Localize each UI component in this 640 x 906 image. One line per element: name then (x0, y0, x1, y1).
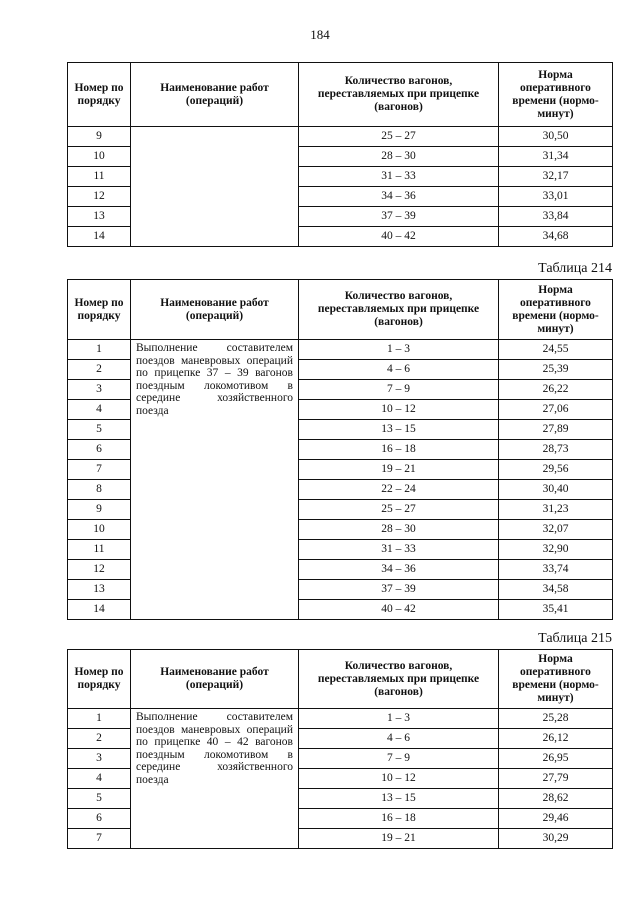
row-number: 4 (68, 400, 131, 420)
norms-table-continued (67, 62, 613, 247)
row-wagon-range: 34 – 36 (299, 187, 499, 207)
row-number: 5 (68, 789, 131, 809)
page-number: 184 (310, 27, 330, 42)
row-wagon-range: 13 – 15 (299, 420, 499, 440)
row-norm: 33,74 (499, 560, 613, 580)
row-norm: 32,17 (499, 167, 613, 187)
table-body (68, 340, 613, 620)
row-norm: 28,73 (499, 440, 613, 460)
row-number: 1 (68, 340, 131, 360)
row-number: 10 (68, 147, 131, 167)
table-row (68, 127, 613, 147)
row-norm: 26,22 (499, 380, 613, 400)
row-norm: 31,34 (499, 147, 613, 167)
header-work-name: Наименование работ (операций) (131, 650, 299, 709)
table-header-row (68, 650, 613, 709)
row-norm: 29,56 (499, 460, 613, 480)
norms-table-215 (67, 649, 613, 849)
row-number: 9 (68, 500, 131, 520)
row-wagon-range: 22 – 24 (299, 480, 499, 500)
row-wagon-range: 19 – 21 (299, 460, 499, 480)
row-norm: 30,50 (499, 127, 613, 147)
row-wagon-range: 1 – 3 (299, 709, 499, 729)
row-wagon-range: 4 – 6 (299, 729, 499, 749)
row-wagon-range: 40 – 42 (299, 227, 499, 247)
row-norm: 25,28 (499, 709, 613, 729)
table-row (68, 340, 613, 360)
row-number: 1 (68, 709, 131, 729)
header-norm-time: Норма оперативного времени (нормо-минут) (499, 280, 613, 340)
row-norm: 25,39 (499, 360, 613, 380)
row-norm: 34,68 (499, 227, 613, 247)
row-wagon-range: 28 – 30 (299, 147, 499, 167)
row-wagon-range: 16 – 18 (299, 809, 499, 829)
row-norm: 35,41 (499, 600, 613, 620)
row-number: 13 (68, 580, 131, 600)
header-wagon-count: Количество вагонов, переставляемых при прицепке (вагонов) (299, 650, 499, 709)
row-wagon-range: 37 – 39 (299, 207, 499, 227)
row-number: 8 (68, 480, 131, 500)
row-wagon-range: 13 – 15 (299, 789, 499, 809)
row-number: 11 (68, 167, 131, 187)
row-norm: 27,89 (499, 420, 613, 440)
row-norm: 33,84 (499, 207, 613, 227)
header-wagon-count: Количество вагонов, переставляемых при прицепке (вагонов) (299, 63, 499, 127)
row-norm: 26,95 (499, 749, 613, 769)
row-wagon-range: 7 – 9 (299, 749, 499, 769)
row-number: 6 (68, 809, 131, 829)
row-number: 13 (68, 207, 131, 227)
row-wagon-range: 1 – 3 (299, 340, 499, 360)
row-number: 12 (68, 560, 131, 580)
row-wagon-range: 31 – 33 (299, 540, 499, 560)
operation-description (131, 127, 299, 247)
row-norm: 30,29 (499, 829, 613, 849)
row-norm: 30,40 (499, 480, 613, 500)
row-number: 11 (68, 540, 131, 560)
norms-table-214 (67, 279, 613, 620)
table-header-row (68, 63, 613, 127)
row-wagon-range: 10 – 12 (299, 400, 499, 420)
row-wagon-range: 37 – 39 (299, 580, 499, 600)
table-caption-214: Таблица 214 (538, 261, 612, 276)
header-work-name: Наименование работ (операций) (131, 280, 299, 340)
header-work-name: Наименование работ (операций) (131, 63, 299, 127)
header-wagon-count: Количество вагонов, переставляемых при прицепке (вагонов) (299, 280, 499, 340)
header-norm-time: Норма оперативного времени (нормо-минут) (499, 63, 613, 127)
row-wagon-range: 28 – 30 (299, 520, 499, 540)
row-number: 14 (68, 227, 131, 247)
row-norm: 31,23 (499, 500, 613, 520)
table-header-row (68, 280, 613, 340)
row-wagon-range: 25 – 27 (299, 500, 499, 520)
header-norm-time: Норма оперативного времени (нормо-минут) (499, 650, 613, 709)
row-wagon-range: 16 – 18 (299, 440, 499, 460)
row-number: 4 (68, 769, 131, 789)
row-number: 10 (68, 520, 131, 540)
row-norm: 33,01 (499, 187, 613, 207)
row-number: 7 (68, 460, 131, 480)
row-norm: 32,90 (499, 540, 613, 560)
table-caption-215: Таблица 215 (538, 631, 612, 646)
table-row (68, 709, 613, 729)
row-number: 5 (68, 420, 131, 440)
row-number: 9 (68, 127, 131, 147)
row-wagon-range: 34 – 36 (299, 560, 499, 580)
row-number: 6 (68, 440, 131, 460)
row-norm: 24,55 (499, 340, 613, 360)
row-number: 7 (68, 829, 131, 849)
row-wagon-range: 4 – 6 (299, 360, 499, 380)
row-wagon-range: 19 – 21 (299, 829, 499, 849)
row-number: 14 (68, 600, 131, 620)
operation-description: Выполнение составителем поездов маневровых операций по прицепке 37 – 39 вагонов поездным локомотивом в середине хозяйственного поезда (131, 340, 299, 620)
row-number: 3 (68, 380, 131, 400)
row-norm: 27,79 (499, 769, 613, 789)
row-wagon-range: 40 – 42 (299, 600, 499, 620)
row-norm: 27,06 (499, 400, 613, 420)
table-body (68, 709, 613, 849)
table-body (68, 127, 613, 247)
header-number: Номер по порядку (68, 63, 131, 127)
row-number: 3 (68, 749, 131, 769)
row-number: 2 (68, 729, 131, 749)
row-norm: 28,62 (499, 789, 613, 809)
row-wagon-range: 10 – 12 (299, 769, 499, 789)
row-norm: 29,46 (499, 809, 613, 829)
row-wagon-range: 31 – 33 (299, 167, 499, 187)
operation-description: Выполнение составителем поездов маневровых операций по прицепке 40 – 42 вагонов поездным локомотивом в середине хозяйственного поезда (131, 709, 299, 849)
row-number: 12 (68, 187, 131, 207)
row-wagon-range: 7 – 9 (299, 380, 499, 400)
header-number: Номер по порядку (68, 650, 131, 709)
row-norm: 34,58 (499, 580, 613, 600)
row-number: 2 (68, 360, 131, 380)
header-number: Номер по порядку (68, 280, 131, 340)
row-wagon-range: 25 – 27 (299, 127, 499, 147)
row-norm: 32,07 (499, 520, 613, 540)
row-norm: 26,12 (499, 729, 613, 749)
